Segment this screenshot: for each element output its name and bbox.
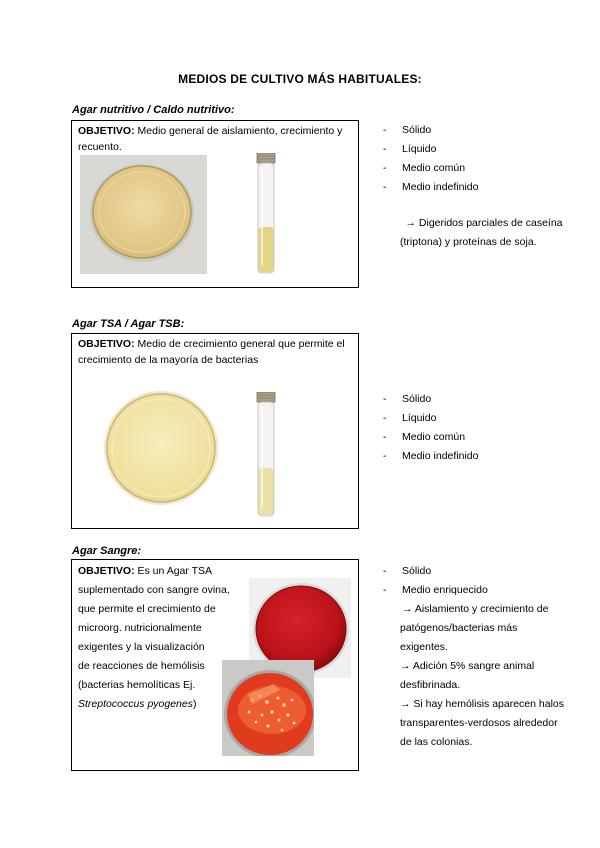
- species-name: Streptococcus pyogenes: [78, 698, 193, 710]
- composition-note-line-2: (triptona) y proteínas de soja.: [400, 236, 537, 248]
- objective-line: (bacterias hemolíticas Ej.: [78, 679, 196, 691]
- detail-line: → Si hay hemólisis aparecen halos: [400, 698, 565, 710]
- petri-dish-photo-agar-tsa: [102, 388, 220, 508]
- tube-photo-caldo-nutritivo: [254, 153, 278, 277]
- list-item: - Líquido: [383, 140, 478, 159]
- section-box-agar-sangre: [71, 559, 359, 771]
- objective-description: Medio de crecimiento general que permite el crecimiento de la mayoría de bacterias: [78, 338, 345, 366]
- list-item: - Sólido: [383, 562, 488, 581]
- objective-line: exigentes y la visualización: [78, 641, 205, 653]
- details-agar-sangre: [400, 600, 564, 752]
- properties-list-agar-tsa: [383, 390, 478, 466]
- petri-dish-photo-hemolisis: [222, 660, 314, 756]
- objective-line: suplementado con sangre ovina,: [78, 584, 230, 596]
- detail-line: desfibrinada.: [400, 679, 461, 691]
- list-item: - Medio indefinido: [383, 178, 478, 197]
- composition-note-text: Digeridos parciales de caseína: [418, 217, 563, 229]
- list-item: - Medio indefinido: [383, 447, 478, 466]
- list-item: - Líquido: [383, 409, 478, 428]
- detail-line: transparentes-verdosos alrededor: [400, 717, 558, 729]
- petri-dish-photo-agar-nutritivo: [80, 155, 207, 274]
- objective-line: de reacciones de hemólisis: [78, 660, 205, 672]
- section-box-agar-nutritivo: [71, 120, 359, 288]
- objective-line: que permite el crecimiento de: [78, 603, 216, 615]
- objective-label: OBJETIVO:: [78, 565, 135, 577]
- composition-note-line-1: [400, 214, 563, 233]
- section-heading-agar-tsa: Agar TSA / Agar TSB:: [72, 318, 185, 330]
- list-item: - Medio enriquecido: [383, 581, 488, 600]
- list-item: - Medio común: [383, 159, 478, 178]
- objective-description: Medio general de aislamiento, crecimiento y recuento.: [78, 125, 343, 153]
- objective-label: OBJETIVO:: [78, 338, 135, 350]
- detail-line: patógenos/bacterias más: [400, 622, 518, 634]
- document-title: MEDIOS DE CULTIVO MÁS HABITUALES:: [178, 72, 422, 86]
- objective-text: [78, 336, 356, 368]
- tube-photo-caldo-tsb: [254, 392, 278, 520]
- objective-label: OBJETIVO:: [78, 125, 135, 137]
- list-item: - Medio común: [383, 428, 478, 447]
- objective-text: [78, 123, 356, 155]
- objective-line: microorg. nutricionalmente: [78, 622, 202, 634]
- detail-line: → Aislamiento y crecimiento de: [402, 603, 549, 615]
- detail-line: → Adición 5% sangre animal: [400, 660, 535, 672]
- properties-list-agar-sangre: [383, 562, 488, 600]
- section-heading-agar-nutritivo: Agar nutritivo / Caldo nutritivo:: [72, 104, 235, 116]
- list-item: - Sólido: [383, 390, 478, 409]
- list-item: - Sólido: [383, 121, 478, 140]
- arrow-icon: →: [405, 217, 416, 229]
- objective-description: Es un Agar TSA: [137, 565, 213, 577]
- composition-note: [400, 214, 563, 252]
- detail-line: exigentes.: [400, 641, 448, 653]
- section-heading-agar-sangre: Agar Sangre:: [72, 545, 142, 557]
- closing-paren: ): [193, 698, 197, 710]
- section-box-agar-tsa: [71, 333, 359, 529]
- properties-list-agar-nutritivo: [383, 121, 478, 197]
- detail-line: de las colonias.: [400, 736, 473, 748]
- objective-line: [78, 562, 248, 581]
